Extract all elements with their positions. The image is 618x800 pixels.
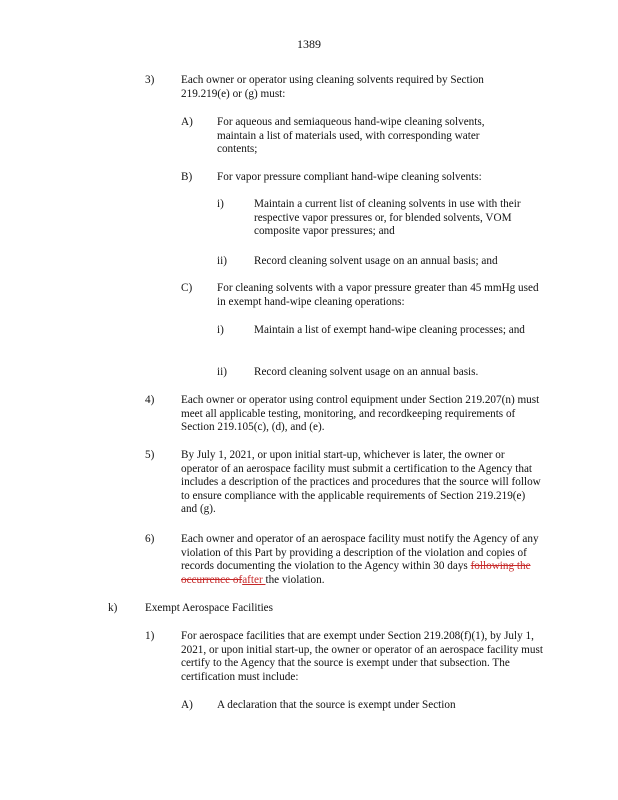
item-text: Record cleaning solvent usage on an annual basis.	[254, 366, 479, 378]
item-label: A)	[181, 116, 193, 128]
inserted-text: after	[242, 573, 266, 586]
item-label: A)	[181, 699, 193, 711]
item-text: Each owner or operator using control equipment under Section 219.207(n) must meet all applicable testing, monitoring, and recordkeeping requirements of Section 219.105(c), (d), and (e).	[181, 394, 540, 434]
deleted-text: following the occurrence of	[181, 560, 531, 586]
item-label: 3)	[145, 74, 155, 86]
item-text: Maintain a current list of cleaning solvents in use with their respective vapor pressures or, for blended solvents, VOM composite vapor pressures; and	[254, 198, 521, 238]
item-label: 4)	[145, 394, 155, 406]
item-label: i)	[217, 324, 224, 336]
page-number: 1389	[297, 37, 321, 51]
item-label: ii)	[217, 255, 227, 267]
item-label: ii)	[217, 366, 227, 378]
item-label: 6)	[145, 533, 155, 545]
item-text: For aerospace facilities that are exempt under Section 219.208(f)(1), by July 1, 2021, or upon initial start-up, the owner or operator of an aerospace facility must certify to the Agency that the source is exempt under that subsection. The certification must include:	[181, 630, 543, 683]
item-label: C)	[181, 282, 193, 294]
item-text: For vapor pressure compliant hand-wipe cleaning solvents:	[217, 171, 482, 183]
item-label: i)	[217, 198, 224, 210]
item-label: 5)	[145, 449, 155, 461]
item-label: B)	[181, 171, 193, 183]
item-text: A declaration that the source is exempt under Section	[217, 699, 456, 711]
item-text-before: Each owner and operator of an aerospace facility must notify the Agency of any violation of this Part by providing a description of the violation and copies of records documenting the violation to the Agency within 30 days	[181, 533, 539, 573]
item-text: For aqueous and semiaqueous hand-wipe cleaning solvents, maintain a list of materials used, with corresponding water contents;	[217, 116, 485, 156]
item-text: Maintain a list of exempt hand-wipe cleaning processes; and	[254, 324, 525, 336]
item-text: Record cleaning solvent usage on an annual basis; and	[254, 255, 498, 267]
item-label: 1)	[145, 630, 155, 642]
item-text: By July 1, 2021, or upon initial start-up, whichever is later, the owner or operator of an aerospace facility must submit a certification to the Agency that includes a description of the practices and procedures that the source will follow to ensure compliance with the applicable requirements of Section 219.219(e) and (g).	[181, 449, 541, 516]
section-label: k)	[108, 602, 118, 614]
item-text-after: the violation.	[265, 573, 325, 586]
item-text: For cleaning solvents with a vapor pressure greater than 45 mmHg used in exempt hand-wipe cleaning operations:	[217, 282, 539, 308]
item-text	[181, 533, 543, 587]
item-text: Each owner or operator using cleaning solvents required by Section 219.219(e) or (g) must:	[181, 74, 484, 100]
section-heading: Exempt Aerospace Facilities	[145, 602, 273, 614]
